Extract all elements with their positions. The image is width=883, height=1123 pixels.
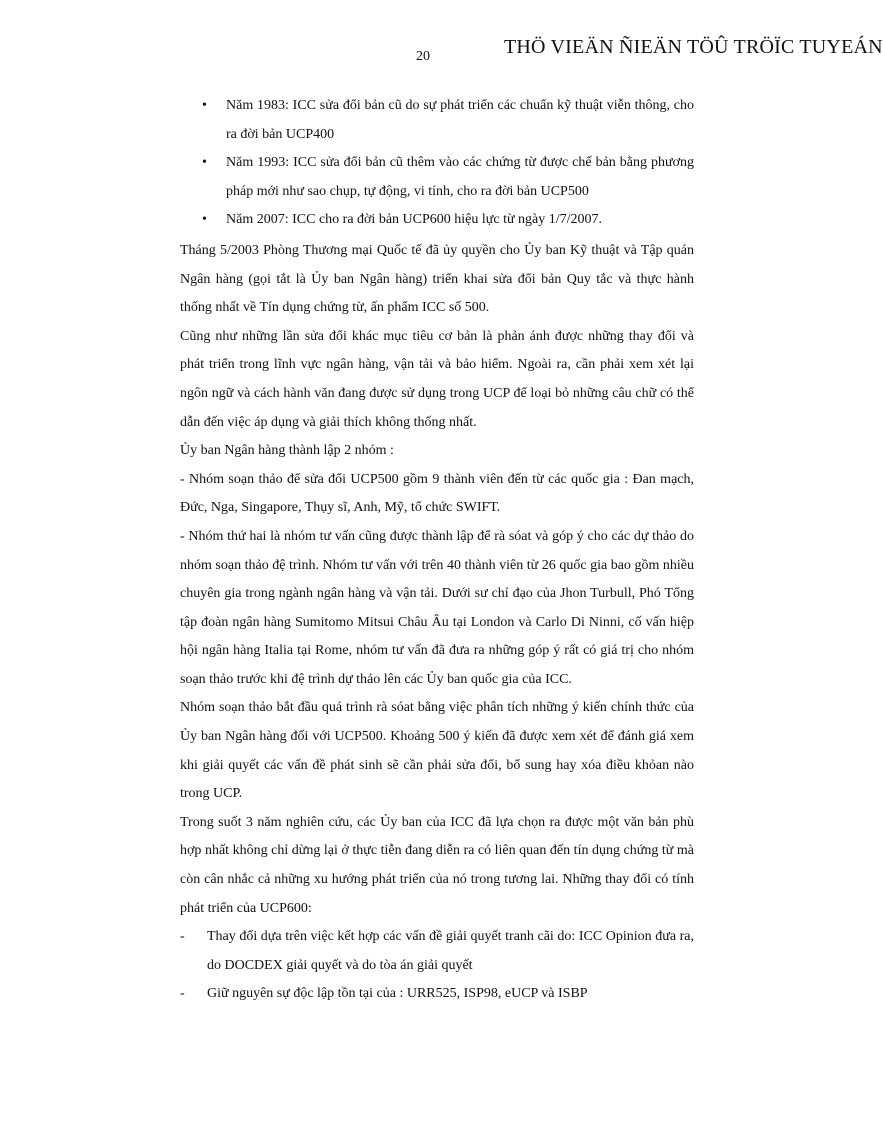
bullet-text: Năm 1983: ICC sửa đổi bản cũ do sự phát triển các chuẩn kỹ thuật viễn thông, cho ra đời bản UCP400 [226, 98, 694, 142]
paragraph: Tháng 5/2003 Phòng Thương mại Quốc tế đã ủy quyền cho Ủy ban Kỹ thuật và Tập quán Ngân hàng (gọi tắt là Ủy ban Ngân hàng) triển khai sửa đổi bản Quy tắc và thực hành thống nhất về Tín dụng chứng từ, ấn phẩm ICC số 500. [180, 242, 694, 316]
paragraph: Ủy ban Ngân hàng thành lập 2 nhóm : [180, 443, 394, 459]
document-body [180, 92, 694, 1009]
dash-marker: - [180, 929, 185, 945]
list-item [180, 923, 694, 980]
dash-text: Giữ nguyên sự độc lập tồn tại của : URR525, ISP98, eUCP và ISBP [207, 986, 588, 1002]
bullet-text: Năm 1993: ICC sửa đổi bản cũ thêm vào các chứng từ được chế bản bằng phương pháp mới như sao chụp, tự động, vi tính, cho ra đời bản UCP500 [226, 155, 694, 199]
paragraph: Cũng như những lần sửa đổi khác mục tiêu cơ bản là phản ánh được những thay đổi và phát triển trong lĩnh vực ngân hàng, vận tải và bảo hiểm. Ngoài ra, cần phải xem xét lại ngôn ngữ và cách hành văn đang được sử dụng trong UCP để loại bỏ những câu chữ có thể dẫn đến việc áp dụng và giải thích không thống nhất. [180, 328, 694, 430]
bullet-icon: • [202, 98, 207, 113]
page-number: 20 [416, 49, 430, 64]
paragraph: Nhóm soạn thảo bắt đầu quá trình rà sóat bằng việc phân tích những ý kiến chính thức của Ủy ban Ngân hàng đối với UCP500. Khoảng 500 ý kiến đã được xem xét để đánh giá xem khi giải quyết các vấn đề phát sinh sẽ cần phải sửa đổi, bổ sung hay xóa điều khỏan nào trong UCP. [180, 700, 694, 802]
paragraph: - Nhóm thứ hai là nhóm tư vấn cũng được thành lập để rà sóat và góp ý cho các dự thảo do nhóm soạn thảo đệ trình. Nhóm tư vấn với trên 40 thành viên từ 26 quốc gia bao gồm nhiều chuyên gia trong ngành ngân hàng và vận tải. Dưới sư chỉ đạo của Jhon Turbull, Phó Tổng tập đoàn ngân hàng Sumitomo Mitsui Châu Âu tại London và Carlo Di Ninni, cố vấn hiệp hội ngân hàng Italia tại Rome, nhóm tư vấn đã đưa ra những góp ý rất có giá trị cho nhóm soạn thảo trước khi đệ trình dự thảo lên các Ủy ban quốc gia của ICC. [180, 528, 694, 687]
list-item [180, 206, 694, 235]
dash-text: Thay đổi dựa trên việc kết hợp các vấn đề giải quyết tranh cãi do: ICC Opinion đưa ra, do DOCDEX giải quyết và do tòa án giải quyết [207, 929, 694, 973]
list-item [180, 149, 694, 206]
list-item [180, 980, 694, 1009]
dash-marker: - [180, 986, 185, 1002]
watermark-header: THÖ VIEÄN ÑIEÄN TÖÛ TRÖÏC TUYEÁN [504, 36, 883, 58]
bullet-list [180, 92, 694, 235]
dash-list [180, 923, 694, 1009]
paragraph: - Nhóm soạn thảo để sửa đổi UCP500 gồm 9 thành viên đến từ các quốc gia : Đan mạch, Đức, Nga, Singapore, Thụy sĩ, Anh, Mỹ, tổ chức SWIFT. [180, 471, 694, 516]
bullet-text: Năm 2007: ICC cho ra đời bản UCP600 hiệu lực từ ngày 1/7/2007. [226, 212, 603, 228]
paragraph: Trong suốt 3 năm nghiên cứu, các Ủy ban của ICC đã lựa chọn ra được một văn bản phù hợp nhất không chỉ dừng lại ở thực tiễn đang diễn ra có liên quan đến tín dụng chứng từ mà còn cân nhắc cả những xu hướng phát triển của nó trong tương lai. Những thay đổi có tính phát triển của UCP600: [180, 814, 694, 916]
bullet-icon: • [202, 155, 207, 171]
bullet-icon: • [202, 212, 207, 228]
list-item [180, 92, 694, 149]
